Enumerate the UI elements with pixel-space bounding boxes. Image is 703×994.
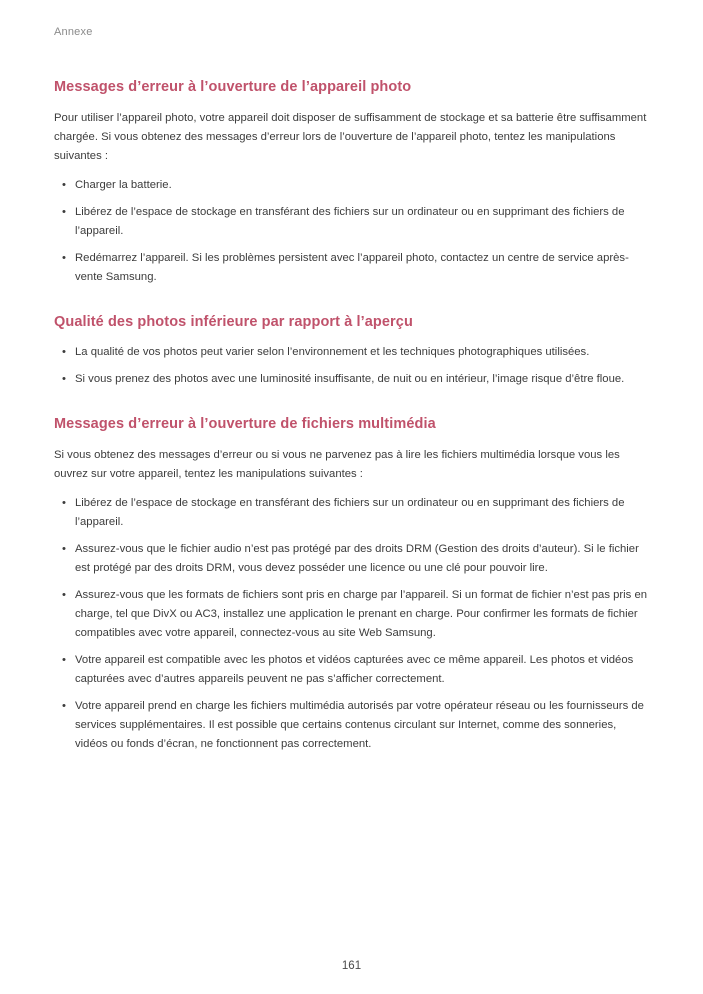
section-title: Qualité des photos inférieure par rapport à l’aperçu [54,313,413,330]
section-title: Messages d’erreur à l’ouverture de fichiers multimédia [54,416,436,433]
list-item: • Libérez de l’espace de stockage en transférant des fichiers sur un ordinateur ou en supprimant des fichiers de l’appareil. [54,203,650,241]
section-title: Messages d’erreur à l’ouverture de l’appareil photo [54,79,412,95]
list-item: • Votre appareil est compatible avec les photos et vidéos capturées avec ce même appareil. Les photos et vidéos capturées avec d’autres appareils peuvent ne pas s’afficher correctement. [54,651,650,689]
section-paragraph: Pour utiliser l’appareil photo, votre appareil doit disposer de suffisamment de stockage et sa batterie être suffisamment chargée. Si vous obtenez des messages d’erreur lors de l’ouverture de l’appareil photo, tentez les manipulations suivantes : [54,111,647,162]
section-media-file-errors [54,415,650,753]
page-header-label: Annexe [54,26,93,38]
bullet-list [54,343,650,389]
section-paragraph: Si vous obtenez des messages d’erreur ou si vous ne parvenez pas à lire les fichiers multimédia lorsque vous les ouvrez sur votre appareil, tentez les manipulations suivantes : [54,449,620,481]
list-item: • Assurez-vous que les formats de fichiers sont pris en charge par l’appareil. Si un format de fichier n’est pas pris en charge, tel que DivX ou AC3, installez une application le prenant en charge. Pour confirmer les formats de fichier compatibles avec votre appareil, connectez-vous au site Web Samsung. [54,586,650,643]
page-content [54,78,650,780]
list-item: • Redémarrez l’appareil. Si les problèmes persistent avec l’appareil photo, contactez un centre de service après-vente Samsung. [54,249,650,287]
bullet-list [54,494,650,754]
list-item: • Libérez de l’espace de stockage en transférant des fichiers sur un ordinateur ou en supprimant des fichiers de l’appareil. [54,494,650,532]
list-item: • Votre appareil prend en charge les fichiers multimédia autorisés par votre opérateur réseau ou les fournisseurs de services supplémentaires. Il est possible que certains contenus circulant sur Internet, comme des sonneries, vidéos ou fonds d’écran, ne fonctionnent pas correctement. [54,697,650,754]
list-item: • Assurez-vous que le fichier audio n’est pas protégé par des droits DRM (Gestion des droits d’auteur). Si le fichier est protégé par des droits DRM, vous devez posséder une licence ou une clé pour pouvoir lire. [54,540,650,578]
list-item: • Charger la batterie. [54,176,650,195]
page-number: 161 [341,960,362,972]
section-camera-errors [54,78,650,287]
bullet-list [54,176,650,287]
section-photo-quality [54,313,650,390]
list-item: • Si vous prenez des photos avec une luminosité insuffisante, de nuit ou en intérieur, l’image risque d’être floue. [54,370,650,389]
list-item: • La qualité de vos photos peut varier selon l’environnement et les techniques photographiques utilisées. [54,343,650,362]
